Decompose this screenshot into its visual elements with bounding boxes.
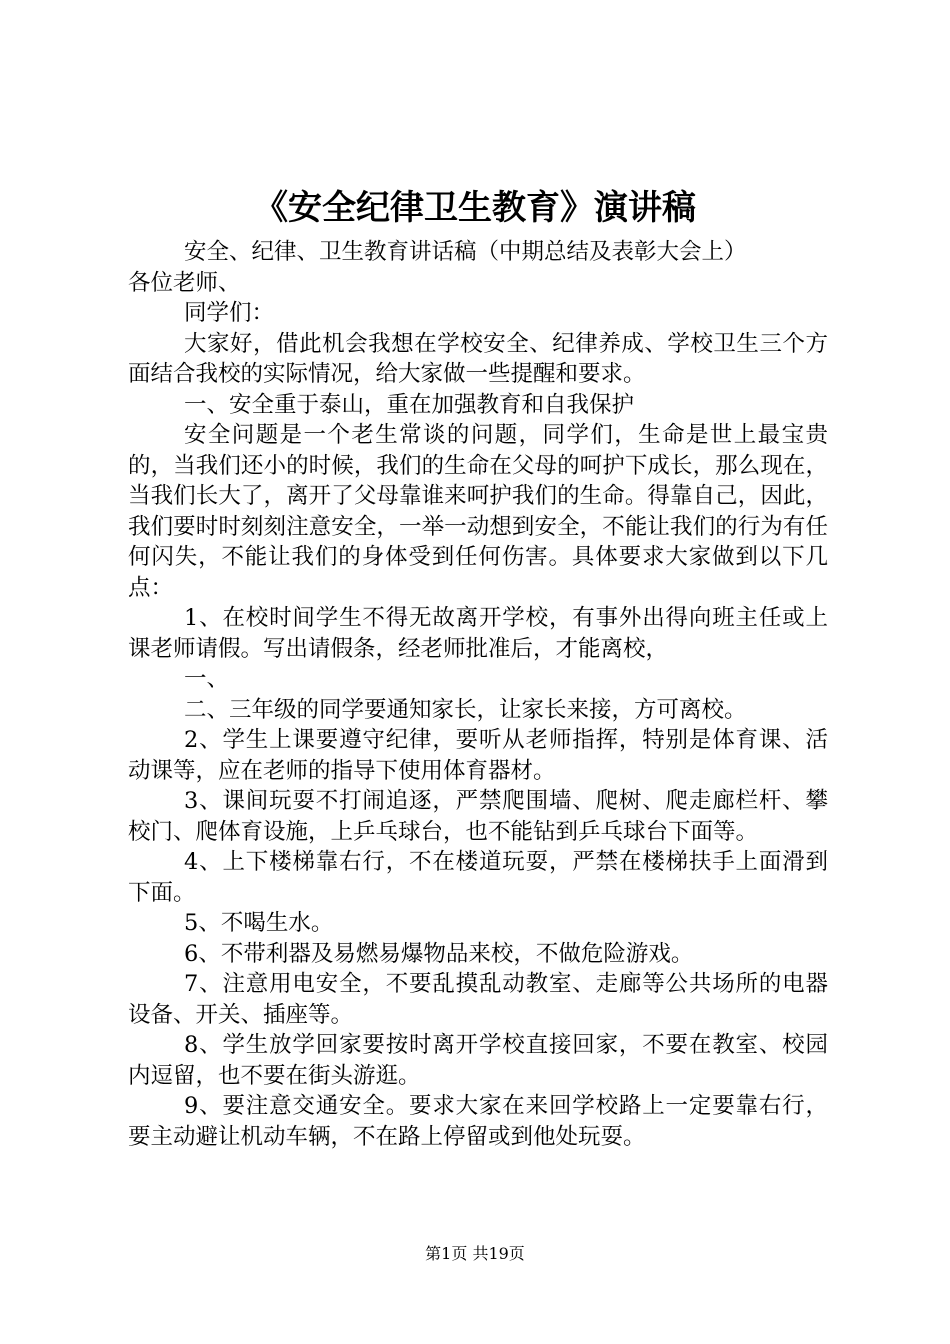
page-title: 《安全纪律卫生教育》演讲稿: [254, 188, 696, 228]
paragraph-rule-5: 5、不喝生水。: [184, 910, 334, 936]
paragraph-salutation-teachers: 各位老师、: [128, 269, 241, 296]
document-body: [128, 237, 828, 1152]
paragraph-rule-1: 1、在校时间学生不得无故离开学校，有事外出得向班主任或上课老师请假。写出请假条，经老师批准后，才能离校，: [128, 605, 828, 662]
paragraph-safety-intro: 安全问题是一个老生常谈的问题，同学们，生命是世上最宝贵的，当我们还小的时候，我们的生命在父母的呵护下成长，那么现在，当我们长大了，离开了父母靠谁来呵护我们的生命。得靠自己，因此，我们要时时刻刻注意安全，一举一动想到安全，不能让我们的行为有任何闪失，不能让我们的身体受到任何伤害。具体要求大家做到以下几点：: [128, 422, 828, 601]
paragraph-rule-6: 6、不带利器及易燃易爆物品来校，不做危险游戏。: [184, 940, 694, 967]
paragraph-rule-3: 3、课间玩耍不打闹追逐，严禁爬围墙、爬树、爬走廊栏杆、攀校门、爬体育设施，上乒乓球台，也不能钻到乒乓球台下面等。: [128, 788, 828, 845]
paragraph-rule-1-cont: 二、三年级的同学要通知家长，让家长来接，方可离校。: [184, 696, 747, 723]
paragraph-section-heading: 一、安全重于泰山，重在加强教育和自我保护: [184, 391, 635, 418]
paragraph-rule-9: 9、要注意交通安全。要求大家在来回学校路上一定要靠右行，要主动避让机动车辆，不在路上停留或到他处玩耍。: [128, 1093, 828, 1150]
paragraph-heading-line: 安全、纪律、卫生教育讲话稿（中期总结及表彰大会上）: [184, 239, 747, 265]
paragraph-salutation-students: 同学们：: [184, 300, 275, 326]
paragraph-rule-1-fragment: 一、: [184, 666, 230, 692]
paragraph-rule-2: 2、学生上课要遵守纪律，要听从老师指挥，特别是体育课、活动课等，应在老师的指导下使用体育器材。: [128, 727, 828, 784]
page-footer: 第1页 共19页: [425, 1244, 525, 1263]
paragraph-rule-7: 7、注意用电安全，不要乱摸乱动教室、走廊等公共场所的电器设备、开关、插座等。: [128, 971, 828, 1028]
paragraph-rule-8: 8、学生放学回家要按时离开学校直接回家，不要在教室、校园内逗留，也不要在街头游逛。: [128, 1032, 828, 1089]
paragraph-rule-4: 4、上下楼梯靠右行，不在楼道玩耍，严禁在楼梯扶手上面滑到下面。: [128, 849, 828, 906]
paragraph-greeting: 大家好，借此机会我想在学校安全、纪律养成、学校卫生三个方面结合我校的实际情况，给大家做一些提醒和要求。: [128, 330, 828, 387]
